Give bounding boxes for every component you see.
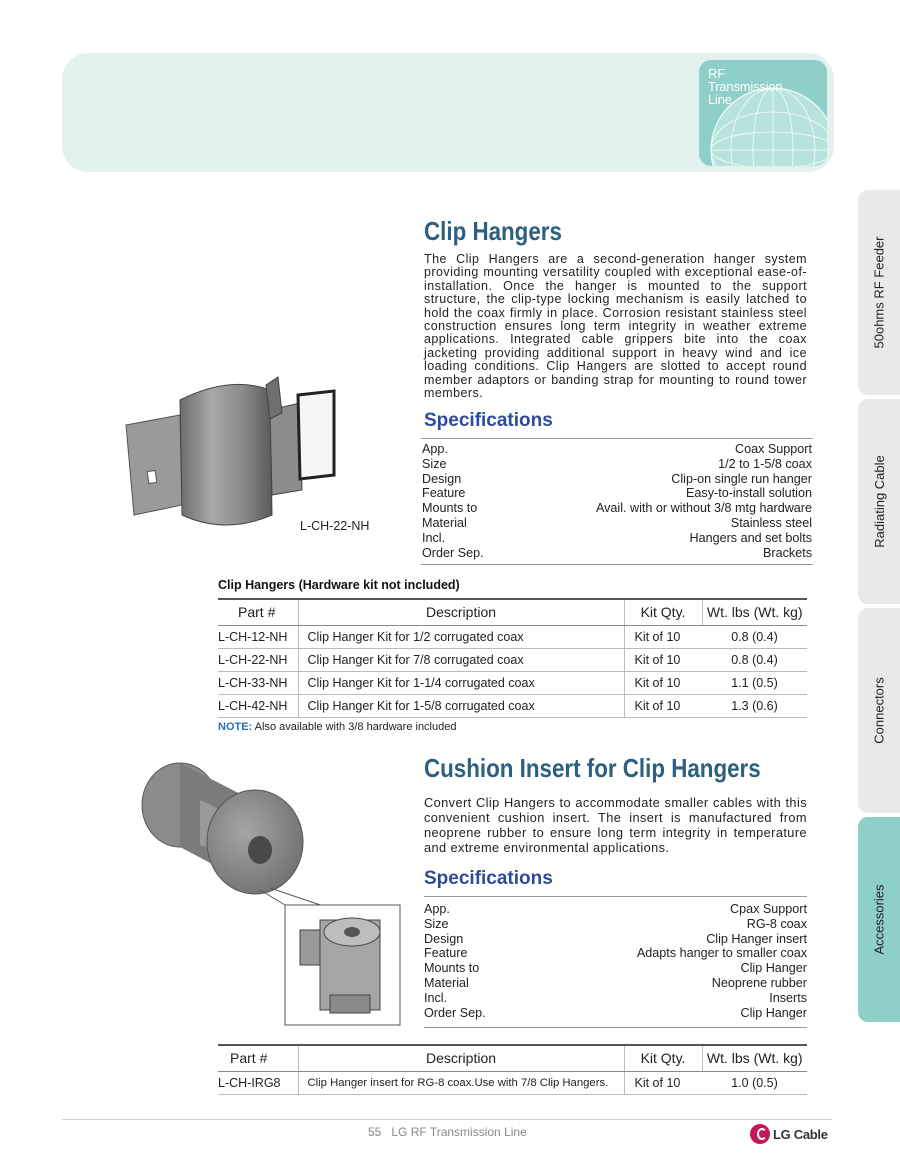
spec-value: Avail. with or without 3/8 mtg hardware xyxy=(595,501,812,516)
cell-qty: Kit of 10 xyxy=(624,1071,702,1094)
cell-part: L-CH-12-NH xyxy=(218,625,298,648)
spec-row xyxy=(422,486,812,501)
table-row xyxy=(218,625,807,648)
cell-part: L-CH-42-NH xyxy=(218,694,298,717)
rf-transmission-badge xyxy=(699,60,827,166)
clip-hanger-image xyxy=(120,375,340,540)
cushion-insert-image xyxy=(140,760,410,1035)
spec-key: Design xyxy=(422,471,462,486)
table-row xyxy=(218,694,807,717)
tab-accessories[interactable] xyxy=(858,817,900,1022)
clip-hangers-description: The Clip Hangers are a second-generation hanger system providing mounting versatility coupled with exceptional ease-of-installation. Once the hanger is mounted to the support structure, the clip-type locking mechanism is easily latched to hold the coax firmly in place. Corrosion resistant stainless steel construction ensures long term integrity in weather extreme applications. Integrated cable grippers bite into the coax jacketing providing additional support in heavy wind and ice loading conditions. Clip Hangers are slotted to accept round member adaptors or banding strap for mounting to round tower members. xyxy=(424,252,807,401)
spec-row xyxy=(424,932,807,947)
footer-divider xyxy=(62,1119,832,1120)
parts-table-caption: Clip Hangers (Hardware kit not included) xyxy=(218,578,460,592)
spec-row xyxy=(424,946,807,961)
spec-value: Clip-on single run hanger xyxy=(671,471,812,486)
spec-value: Brackets xyxy=(763,545,812,560)
spec-row xyxy=(422,472,812,487)
spec-value: Inserts xyxy=(769,990,807,1005)
rf-badge-text xyxy=(708,67,782,106)
tab-label: 50ohms RF Feeder xyxy=(871,236,887,349)
col-header-description: Description xyxy=(298,1045,624,1071)
spec-value: Stainless steel xyxy=(730,515,812,530)
spec-row xyxy=(422,442,812,457)
spec-key: Incl. xyxy=(422,530,446,545)
spec-row xyxy=(422,531,812,546)
logo-text: LG Cable xyxy=(773,1126,828,1142)
spec-key: Order Sep. xyxy=(422,545,484,560)
spec-key: Mounts to xyxy=(422,501,478,516)
cushion-parts-table xyxy=(218,1044,807,1095)
table-header-row xyxy=(218,599,807,625)
cell-description: Clip Hanger Kit for 7/8 corrugated coax xyxy=(298,648,624,671)
spec-row xyxy=(424,961,807,976)
spec-key: Material xyxy=(424,975,469,990)
badge-line-3: Line xyxy=(708,92,732,107)
cell-part: L-CH-IRG8 xyxy=(218,1071,298,1094)
section-title-clip-hangers: Clip Hangers xyxy=(424,216,562,246)
cell-description: Clip Hanger Kit for 1/2 corrugated coax xyxy=(298,625,624,648)
spec-row xyxy=(422,516,812,531)
table-header-row xyxy=(218,1045,807,1071)
cell-qty: Kit of 10 xyxy=(624,625,702,648)
cell-part: L-CH-22-NH xyxy=(218,648,298,671)
page-number: 55 xyxy=(368,1125,382,1139)
cell-description: Clip Hanger Kit for 1-1/4 corrugated coax xyxy=(298,671,624,694)
cell-description: Clip Hanger insert for RG-8 coax.Use with 7/8 Clip Hangers. xyxy=(298,1071,624,1094)
cell-part: L-CH-33-NH xyxy=(218,671,298,694)
spec-key: Design xyxy=(424,931,464,946)
lg-cable-logo xyxy=(750,1124,828,1144)
spec-row xyxy=(422,457,812,472)
spec-value: 1/2 to 1-5/8 coax xyxy=(718,456,812,471)
cell-weight: 1.0 (0.5) xyxy=(702,1071,807,1094)
tab-connectors[interactable] xyxy=(858,608,900,813)
badge-line-2: Transmission xyxy=(708,79,783,94)
cell-description: Clip Hanger Kit for 1-5/8 corrugated coax xyxy=(298,694,624,717)
cell-weight: 0.8 (0.4) xyxy=(702,625,807,648)
spec-key: Feature xyxy=(424,946,468,961)
footer-page-info xyxy=(368,1125,527,1139)
cushion-description: Convert Clip Hangers to accommodate smaller cables with this convenient cushion insert. The insert is manufactured from neoprene rubber to ensure long term integrity in temperature and extreme environmental applications. xyxy=(424,795,807,855)
cell-qty: Kit of 10 xyxy=(624,648,702,671)
spec-key: Size xyxy=(422,456,447,471)
col-header-kit-qty: Kit Qty. xyxy=(624,599,702,625)
spec-row xyxy=(422,546,812,561)
table-row xyxy=(218,1071,807,1094)
clip-parts-table xyxy=(218,598,807,718)
footer-title: LG RF Transmission Line xyxy=(391,1125,527,1139)
note-text: Also available with 3/8 hardware included xyxy=(252,721,457,733)
spec-value: RG-8 coax xyxy=(746,916,807,931)
cushion-spec-table xyxy=(424,896,807,1028)
table-row xyxy=(218,671,807,694)
spec-value: Hangers and set bolts xyxy=(689,530,812,545)
lg-logo-icon xyxy=(750,1124,770,1144)
note-label: NOTE: xyxy=(218,721,253,733)
cell-qty: Kit of 10 xyxy=(624,694,702,717)
spec-key: Incl. xyxy=(424,990,448,1005)
spec-key: Order Sep. xyxy=(424,1005,486,1020)
badge-line-1: RF xyxy=(708,66,725,81)
spec-value: Clip Hanger xyxy=(740,961,807,976)
spec-key: App. xyxy=(424,902,450,916)
clip-spec-table xyxy=(421,438,813,565)
spec-value: Easy-to-install solution xyxy=(686,486,812,501)
note xyxy=(218,721,456,733)
cell-qty: Kit of 10 xyxy=(624,671,702,694)
cushion-spec-heading: Specifications xyxy=(424,868,553,889)
tab-50ohms-rf-feeder[interactable] xyxy=(858,190,900,395)
tab-label: Accessories xyxy=(871,884,887,955)
tab-label: Connectors xyxy=(871,677,887,744)
spec-value: Neoprene rubber xyxy=(711,975,807,990)
tab-radiating-cable[interactable] xyxy=(858,399,900,604)
spec-value: Cpax Support xyxy=(729,902,807,916)
col-header-weight: Wt. lbs (Wt. kg) xyxy=(702,599,807,625)
spec-row xyxy=(424,976,807,991)
spec-value: Adapts hanger to smaller coax xyxy=(636,946,807,961)
spec-key: Feature xyxy=(422,486,466,501)
col-header-part: Part # xyxy=(218,1045,298,1071)
spec-value: Clip Hanger xyxy=(740,1005,807,1020)
table-row xyxy=(218,648,807,671)
cell-weight: 1.1 (0.5) xyxy=(702,671,807,694)
col-header-weight: Wt. lbs (Wt. kg) xyxy=(702,1045,807,1071)
spec-row xyxy=(424,1006,807,1021)
spec-row xyxy=(424,991,807,1006)
cell-weight: 0.8 (0.4) xyxy=(702,648,807,671)
tab-label: Radiating Cable xyxy=(871,455,887,548)
spec-value: Clip Hanger insert xyxy=(706,931,807,946)
image-label: L-CH-22-NH xyxy=(300,519,370,533)
spec-key: Material xyxy=(422,515,467,530)
cell-weight: 1.3 (0.6) xyxy=(702,694,807,717)
clip-spec-heading: Specifications xyxy=(424,410,553,431)
spec-row xyxy=(422,501,812,516)
spec-key: App. xyxy=(422,442,448,456)
spec-key: Size xyxy=(424,916,449,931)
spec-row xyxy=(424,917,807,932)
spec-row xyxy=(424,902,807,917)
col-header-part: Part # xyxy=(218,599,298,625)
spec-value: Coax Support xyxy=(734,442,812,456)
spec-key: Mounts to xyxy=(424,961,480,976)
col-header-description: Description xyxy=(298,599,624,625)
col-header-kit-qty: Kit Qty. xyxy=(624,1045,702,1071)
section-title-cushion-insert: Cushion Insert for Clip Hangers xyxy=(424,753,761,783)
